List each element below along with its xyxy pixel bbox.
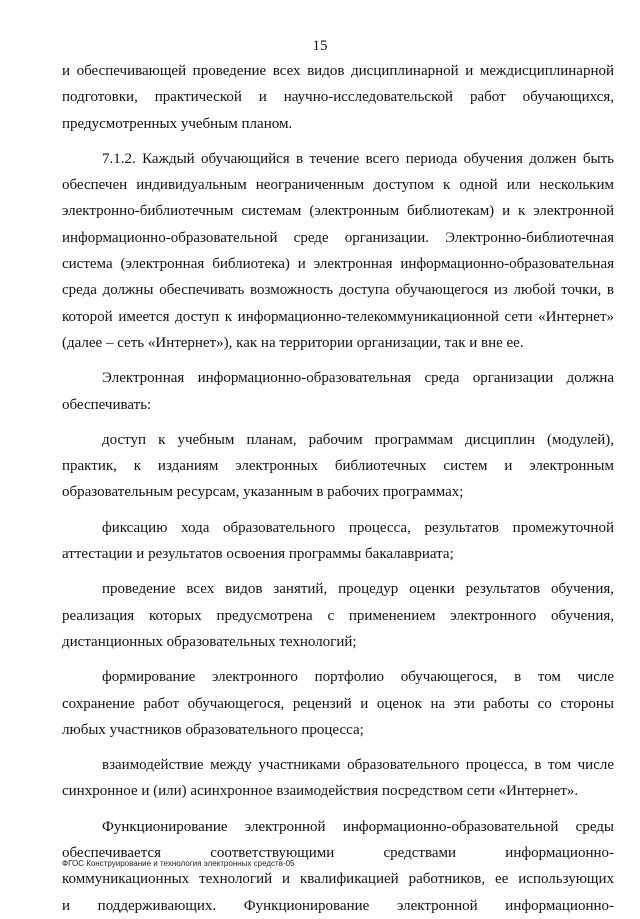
text-line: обеспечен индивидуальным неограниченным доступом к одной или нескольким: [62, 177, 614, 194]
page-footer: ФГОС Конструирование и технология электронных средств-05: [62, 859, 295, 868]
text-line: которой имеется доступ к информационно-телекоммуникационной сети «Интернет»: [62, 308, 614, 325]
text-line: реализация которых предусмотрена с применением электронного обучения,: [62, 607, 614, 624]
text-line: предусмотренных учебным планом.: [62, 115, 293, 132]
paragraph: [62, 365, 614, 418]
paragraph: [62, 58, 614, 137]
text-line: формирование электронного портфолио обучающегося, в том числе: [102, 669, 614, 686]
text-line: любых участников образовательного процесса;: [62, 721, 364, 738]
text-line: Электронная информационно-образовательная среда организации должна: [102, 370, 614, 387]
paragraph: [62, 576, 614, 655]
document-body: [62, 58, 614, 919]
text-line: (далее – сеть «Интернет»), как на территории организации, так и вне ее.: [62, 334, 524, 351]
text-line: Функционирование электронной информационно-образовательной среды: [102, 818, 614, 835]
text-line: электронно-библиотечным системам (электронным библиотекам) и к электронной: [62, 203, 614, 220]
text-line: фиксацию хода образовательного процесса, результатов промежуточной: [102, 519, 614, 536]
text-line: система (электронная библиотека) и электронная информационно-образовательная: [62, 256, 614, 273]
text-line: и поддерживающих. Функционирование электронной информационно-: [62, 897, 614, 914]
text-line: проведение всех видов занятий, процедур оценки результатов обучения,: [102, 581, 614, 598]
paragraph: [62, 664, 614, 743]
text-line: информационно-образовательной среде организации. Электронно-библиотечная: [62, 229, 614, 246]
text-line: обеспечивать:: [62, 396, 152, 413]
text-line: взаимодействие между участниками образовательного процесса, в том числе: [102, 757, 614, 774]
text-line: 7.1.2. Каждый обучающийся в течение всего периода обучения должен быть: [102, 150, 614, 167]
text-line: подготовки, практической и научно-исследовательской работ обучающихся,: [62, 89, 614, 106]
page-number: 15: [312, 38, 328, 54]
text-line: среда должны обеспечивать возможность доступа обучающегося из любой точки, в: [62, 282, 614, 299]
paragraph: [62, 515, 614, 568]
text-line: доступ к учебным планам, рабочим программам дисциплин (модулей),: [102, 431, 614, 448]
text-line: сохранение работ обучающегося, рецензий и оценок на эти работы со стороны: [62, 695, 614, 712]
text-line: практик, к изданиям электронных библиотечных систем и электронным: [62, 458, 614, 475]
text-line: образовательным ресурсам, указанным в рабочих программах;: [62, 484, 464, 501]
text-line: дистанционных образовательных технологий;: [62, 633, 357, 650]
text-line: синхронное и (или) асинхронное взаимодействия посредством сети «Интернет».: [62, 783, 579, 800]
text-line: коммуникационных технологий и квалификацией работников, ее использующих: [62, 871, 614, 888]
text-line: и обеспечивающей проведение всех видов дисциплинарной и междисциплинарной: [62, 63, 614, 79]
text-line: аттестации и результатов освоения программы бакалавриата;: [62, 546, 454, 563]
paragraph: [62, 752, 614, 805]
paragraph: [62, 427, 614, 506]
paragraph: [62, 146, 614, 356]
text-line: обеспечивается соответствующими средствами информационно-: [62, 845, 614, 862]
